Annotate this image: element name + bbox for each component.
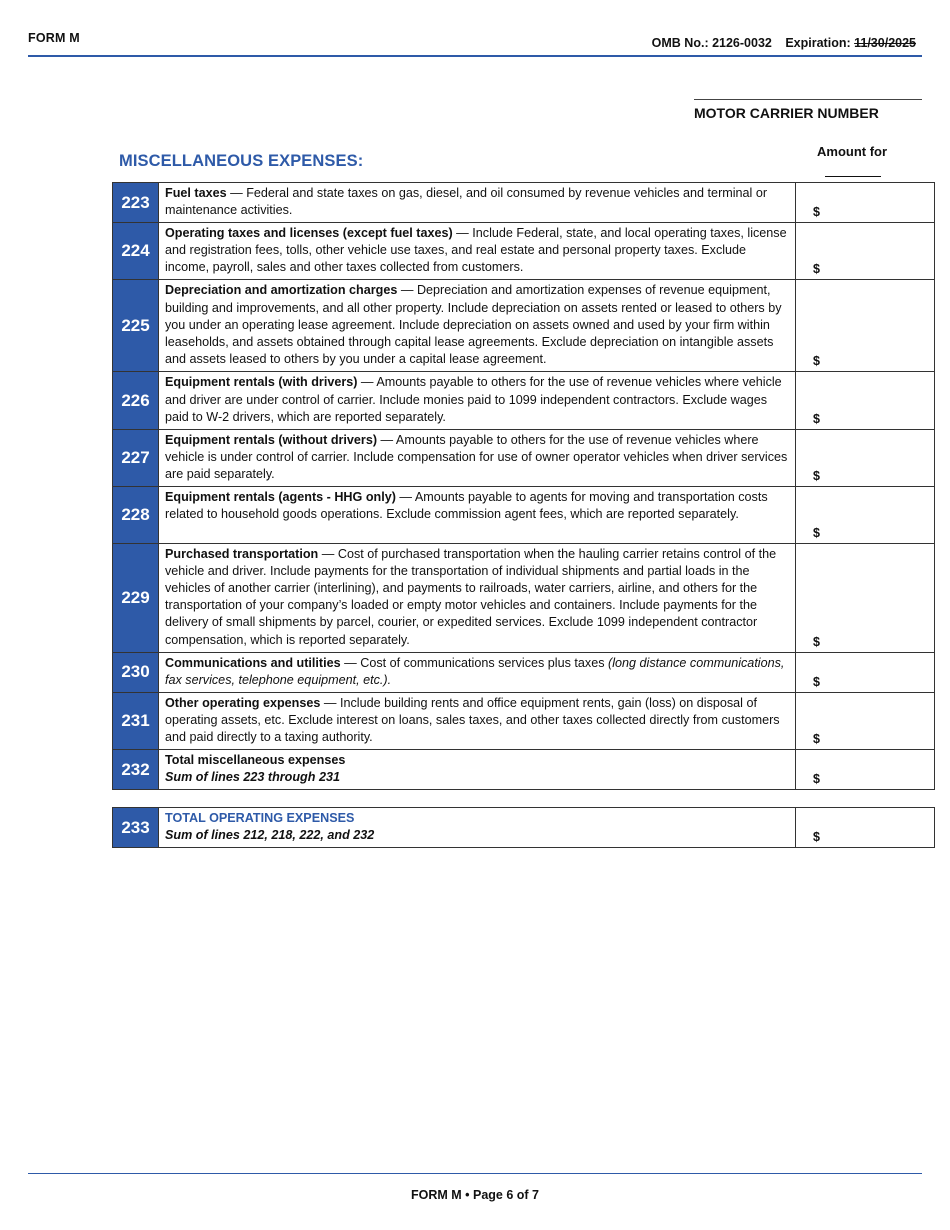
line-number: 232 <box>113 750 159 790</box>
page-footer: FORM M • Page 6 of 7 <box>410 1188 539 1202</box>
line-title: Fuel taxes <box>165 186 227 200</box>
omb-header <box>652 36 916 50</box>
dollar-sign: $ <box>813 205 820 220</box>
line-separator: — <box>340 655 361 670</box>
line-text: Federal and state taxes on gas, diesel, and oil consumed by revenue vehicles and terminal or maintenance activities. <box>165 186 768 218</box>
line-text: Cost of purchased transportation when the hauling carrier retains control of the vehicle and driver. Include payments for the transportation of individual shipments and partial loads in the vehicles of another carrier (interlining), and payments to railroads, water carriers, airline, and others for the transportation of your company’s loaded or empty motor vehicles and containers. Include payments for the delivery of small shipments by parcel, courier, or expedited services. Exclude 1099 independent contractor compensation, which is reported separately. <box>165 547 777 647</box>
grand-total-subtitle: Sum of lines 212, 218, 222, and 232 <box>165 828 375 843</box>
footer-divider <box>28 1173 922 1174</box>
line-number: 229 <box>113 544 159 653</box>
motor-carrier-number-label: MOTOR CARRIER NUMBER <box>694 105 879 121</box>
line-description <box>159 544 796 653</box>
line-text: Amounts payable to agents for moving and transportation costs related to household goods operations. Exclude commission agent fees, which are reported separately. <box>165 490 768 522</box>
motor-carrier-number-line <box>694 99 922 100</box>
line-title: Equipment rentals (agents - HHG only) <box>165 490 396 505</box>
amount-field[interactable] <box>796 223 935 280</box>
grand-total-title: TOTAL OPERATING EXPENSES <box>165 811 355 825</box>
form-label: FORM M <box>28 31 80 45</box>
line-title: Other operating expenses <box>165 695 321 710</box>
amount-field[interactable] <box>796 544 935 653</box>
line-title: Equipment rentals (with drivers) <box>165 375 358 390</box>
line-description <box>159 750 796 790</box>
line-row <box>113 223 935 280</box>
line-description <box>159 372 796 429</box>
header-divider <box>28 55 922 57</box>
amount-field[interactable] <box>796 750 935 790</box>
line-row <box>113 652 935 692</box>
line-row <box>113 692 935 749</box>
dollar-sign: $ <box>813 830 820 845</box>
line-separator: — <box>318 547 338 562</box>
line-number: 227 <box>113 429 159 486</box>
line-row <box>113 544 935 653</box>
amount-field[interactable] <box>796 183 935 223</box>
line-description <box>159 652 796 692</box>
amount-field[interactable] <box>796 372 935 429</box>
line-description <box>159 487 796 544</box>
dollar-sign: $ <box>813 526 820 541</box>
line-separator: — <box>320 695 340 710</box>
grand-total-table <box>112 807 935 848</box>
line-title: Purchased transportation <box>165 547 319 562</box>
line-number: 228 <box>113 487 159 544</box>
expense-lines-body <box>113 183 935 790</box>
line-description <box>159 429 796 486</box>
amount-year-blank <box>825 176 881 177</box>
expiration-label: Expiration: <box>785 36 851 50</box>
line-number: 231 <box>113 692 159 749</box>
line-text: Include building rents and office equipment rents, gain (loss) on disposal of operating assets, etc. Exclude interest on loans, sales taxes, and other taxes collected directly from customers and paid directly to a taxing authority. <box>165 695 780 744</box>
amount-field[interactable] <box>796 808 935 848</box>
line-description <box>159 692 796 749</box>
line-text: Depreciation and amortization expenses of revenue equipment, building and improvements, and all other property. Include depreciation on assets rented or leased to others by you under an operating lease agreement. Include depreciation on assets owned and used by your firm within leaseholds, and assets obtained through capital lease agreements. Exclude depreciation on intangible assets and assets leased to others by you under a capital lease agreement. <box>165 283 782 366</box>
line-separator: — <box>395 490 415 505</box>
dollar-sign: $ <box>813 674 820 689</box>
total-row <box>113 750 935 790</box>
line-row <box>113 429 935 486</box>
dollar-sign: $ <box>813 411 820 426</box>
line-number: 223 <box>113 183 159 223</box>
line-separator: — <box>377 432 396 447</box>
amount-field[interactable] <box>796 652 935 692</box>
total-title: Total miscellaneous expenses <box>165 753 346 768</box>
amount-column-header: Amount for <box>817 144 888 159</box>
expense-lines-table <box>112 182 935 790</box>
grand-total-row <box>113 808 935 848</box>
total-subtitle: Sum of lines 223 through 231 <box>165 770 340 785</box>
dollar-sign: $ <box>813 262 820 277</box>
line-row <box>113 280 935 372</box>
line-row <box>113 372 935 429</box>
line-number: 225 <box>113 280 159 372</box>
line-text: Include Federal, state, and local operating taxes, license and registration fees, tolls, other vehicle use taxes, and real estate and personal property taxes. Exclude income, payroll, sales and other taxes collected from customers. <box>165 226 787 275</box>
section-title: MISCELLANEOUS EXPENSES: <box>119 152 364 170</box>
line-number: 224 <box>113 223 159 280</box>
line-title: Depreciation and amortization charges <box>165 283 398 298</box>
line-row <box>113 487 935 544</box>
line-number: 230 <box>113 652 159 692</box>
line-separator: — <box>357 375 377 390</box>
line-text: Cost of communications services plus taxes <box>360 655 609 670</box>
omb-number: OMB No.: 2126-0032 <box>651 36 772 50</box>
grand-total-body <box>113 808 935 848</box>
line-description <box>159 223 796 280</box>
line-description <box>159 280 796 372</box>
line-separator: — <box>226 186 247 200</box>
line-title: Equipment rentals (without drivers) <box>165 432 378 447</box>
line-number: 226 <box>113 372 159 429</box>
line-description <box>159 808 796 848</box>
line-title: Communications and utilities <box>165 655 341 670</box>
line-number: 233 <box>113 808 159 848</box>
line-text: Amounts payable to others for the use of revenue vehicles where vehicle is under control of carrier. Include compensation for use of owner operator vehicles when driver services are paid separately. <box>165 432 788 481</box>
line-title: Operating taxes and licenses (except fuel taxes) <box>165 226 453 241</box>
dollar-sign: $ <box>813 772 820 787</box>
dollar-sign: $ <box>813 732 820 747</box>
dollar-sign: $ <box>813 354 820 369</box>
amount-field[interactable] <box>796 487 935 544</box>
line-italic-note: (long distance communications, fax services, telephone equipment, etc.). <box>165 655 785 687</box>
line-text: Amounts payable to others for the use of revenue vehicles where vehicle and driver are under control of carrier. Include monies paid to 1099 independent contractors. Exclude wages paid to W-2 drivers, which are reported separately. <box>165 375 782 424</box>
line-separator: — <box>452 226 473 241</box>
amount-field[interactable] <box>796 429 935 486</box>
line-separator: — <box>397 283 417 298</box>
line-description <box>159 183 796 223</box>
amount-field[interactable] <box>796 280 935 372</box>
expiration-date: 11/30/2025 <box>854 36 916 50</box>
line-row <box>113 183 935 223</box>
dollar-sign: $ <box>813 634 820 649</box>
dollar-sign: $ <box>813 469 820 484</box>
amount-field[interactable] <box>796 692 935 749</box>
